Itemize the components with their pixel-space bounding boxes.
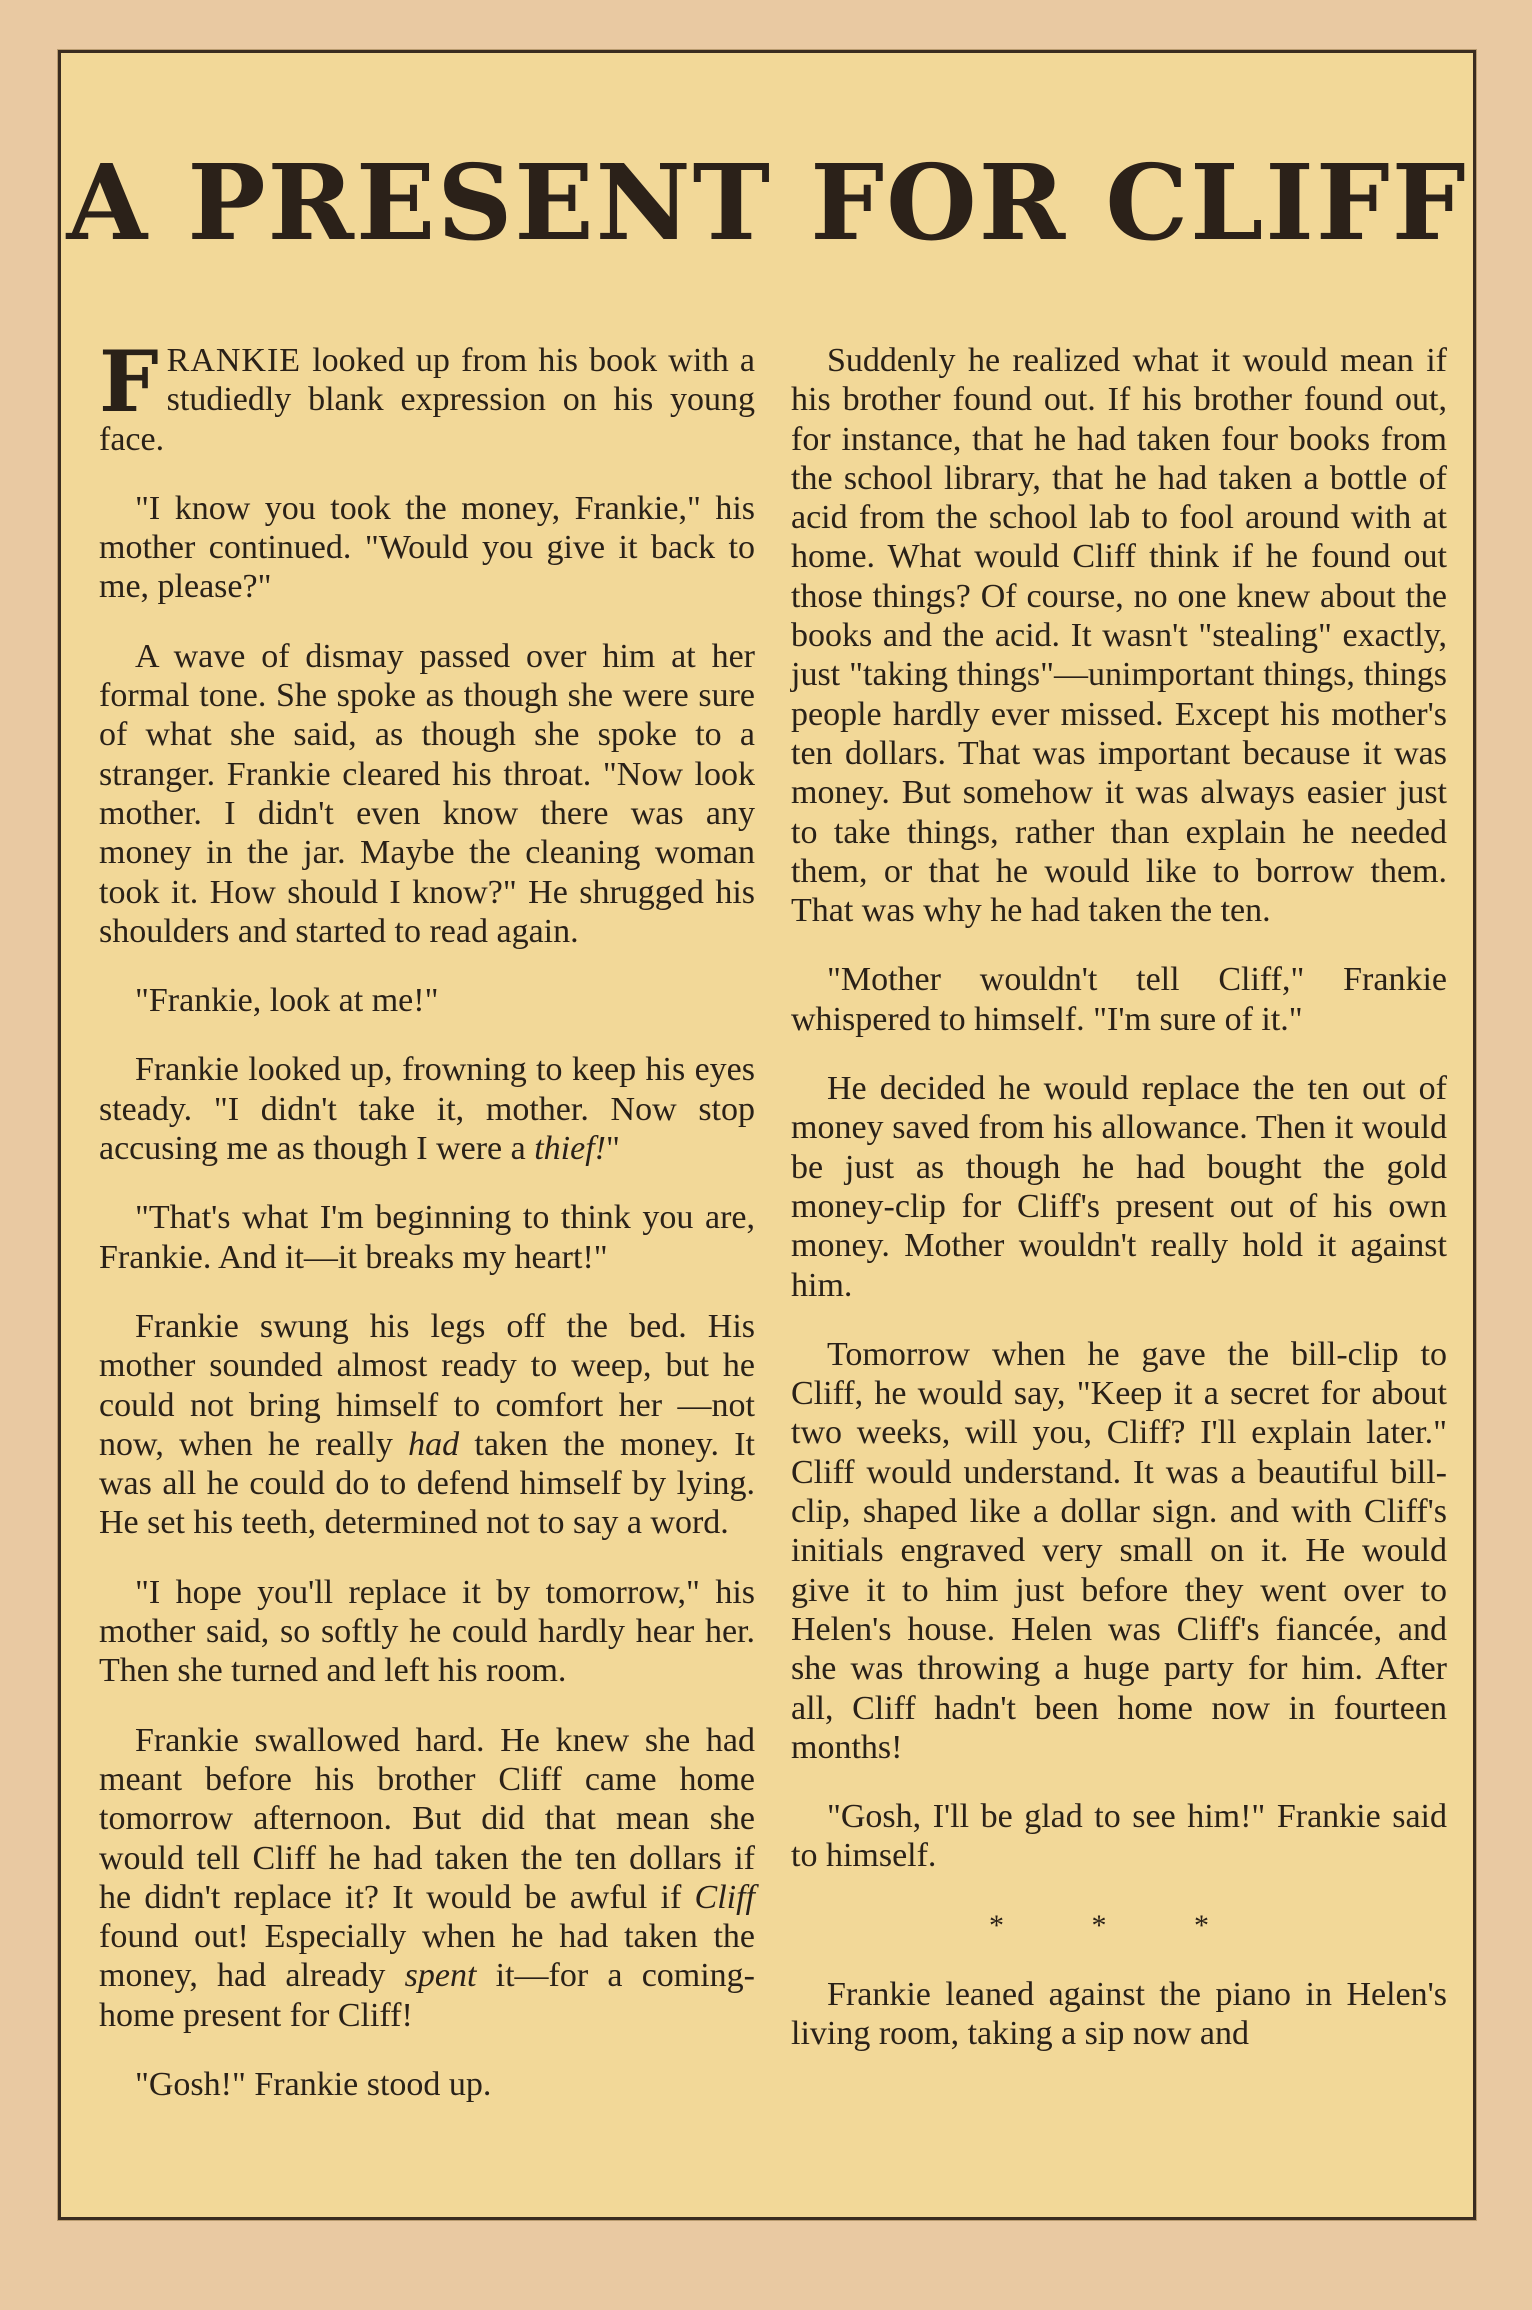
paragraph: He decided he would replace the ten out of money saved from his allowance. Then it would be just as though he had bought the gold money-clip for Cliff's present out of his own money. Mother wouldn't really hold it against him.	[791, 1070, 1447, 1304]
paragraph-text: it—for a coming-home present for Cliff!	[99, 1957, 755, 2034]
paragraph: "Mother wouldn't tell Cliff," Frankie whispered to himself. "I'm sure of it."	[791, 961, 1447, 1038]
paragraph	[99, 1050, 755, 1168]
paragraph: "That's what I'm beginning to think you are, Frankie. And it—it breaks my heart!"	[99, 1199, 755, 1276]
emphasis: spent	[404, 1957, 477, 1995]
paragraph: "Frankie, look at me!"	[135, 982, 439, 1020]
paragraph-text: found out! Especially when he had taken the money, had already	[99, 1918, 755, 1995]
paragraph-text: taken the money. It was all he could do to defend himself by lying. He set his teeth, determined not to say a word.	[99, 1425, 755, 1542]
emphasis: thief!	[534, 1130, 606, 1168]
paragraph	[99, 1307, 755, 1543]
paragraph: "Gosh!" Frankie stood up.	[135, 2065, 492, 2103]
paragraph-text: Frankie looked up, frowning to keep his eyes steady. "I didn't take it, mother. Now stop accusing me as though I were a	[99, 1051, 755, 1168]
paragraph: Suddenly he realized what it would mean if his brother found out. If his brother found out, for instance, that he had taken four books from the school library, that he had taken a bottle of acid from the school lab to fool around with at home. What would Cliff think if he found out those things? Of course, no one knew about the books and the acid. It wasn't "stealing" exactly, just "taking things"—unimportant things, things people hardly ever missed. Except his mother's ten dollars. That was important because it was money. But somehow it was always easier just to take things, rather than explain he needed them, or that he would like to borrow them. That was why he had taken the ten.	[791, 342, 1447, 930]
paragraph: Tomorrow when he gave the bill-clip to Cliff, he would say, "Keep it a secret for about two weeks, will you, Cliff? I'll explain later." Cliff would understand. It was a beautiful bill-clip, shaped like a dollar sign. and with Cliff's initials engraved very small on it. He would give it to him just before they went over to Helen's house. Helen was Cliff's fiancée, and she was throwing a huge party for him. After all, Cliff hadn't been home now in fourteen months!	[791, 1335, 1447, 1766]
emphasis: had	[408, 1425, 460, 1463]
lead-word: RANKIE	[166, 342, 302, 379]
paragraph	[99, 1721, 755, 2035]
drop-cap: F	[99, 332, 159, 431]
paragraph: Frankie leaned against the piano in Helen's living room, taking a sip now and	[791, 1975, 1447, 2053]
paragraph-text: Frankie swung his legs off the bed. His mother sounded almost ready to weep, but he could not bring himself to comfort her —not now, when he really	[99, 1307, 755, 1463]
paragraph-text: "	[606, 1130, 620, 1168]
paragraph-text: looked up from his book with a studiedly blank expression on his young face.	[99, 342, 755, 458]
right-column	[791, 341, 1447, 2084]
section-separator: * * *	[989, 1908, 1249, 1942]
page-frame	[58, 50, 1476, 2220]
paragraph: "I hope you'll replace it by tomorrow," his mother said, so softly he could hardly hear her. Then she turned and left his room.	[99, 1573, 755, 1690]
paragraph: "I know you took the money, Frankie," his mother continued. "Would you give it back to me, please?"	[99, 489, 755, 606]
left-column	[99, 332, 755, 2134]
emphasis: Cliff	[694, 1878, 755, 1916]
paragraph: A wave of dismay passed over him at her formal tone. She spoke as though she were sure of what she said, as though she spoke to a stranger. Frankie cleared his throat. "Now look mother. I didn't even know there was any money in the jar. Maybe the cleaning woman took it. How should I know?" He shrugged his shoulders and started to read again.	[99, 637, 755, 950]
paragraph	[99, 332, 755, 459]
paragraph-text: Frankie swallowed hard. He knew she had meant before his brother Cliff came home tomorrow afternoon. But did that mean she would tell Cliff he had taken the ten dollars if he didn't replace it? It would be awful if	[99, 1721, 755, 1916]
story-title: A PRESENT FOR CLIFF	[66, 141, 1468, 264]
paragraph: "Gosh, I'll be glad to see him!" Frankie said to himself.	[791, 1798, 1447, 1875]
